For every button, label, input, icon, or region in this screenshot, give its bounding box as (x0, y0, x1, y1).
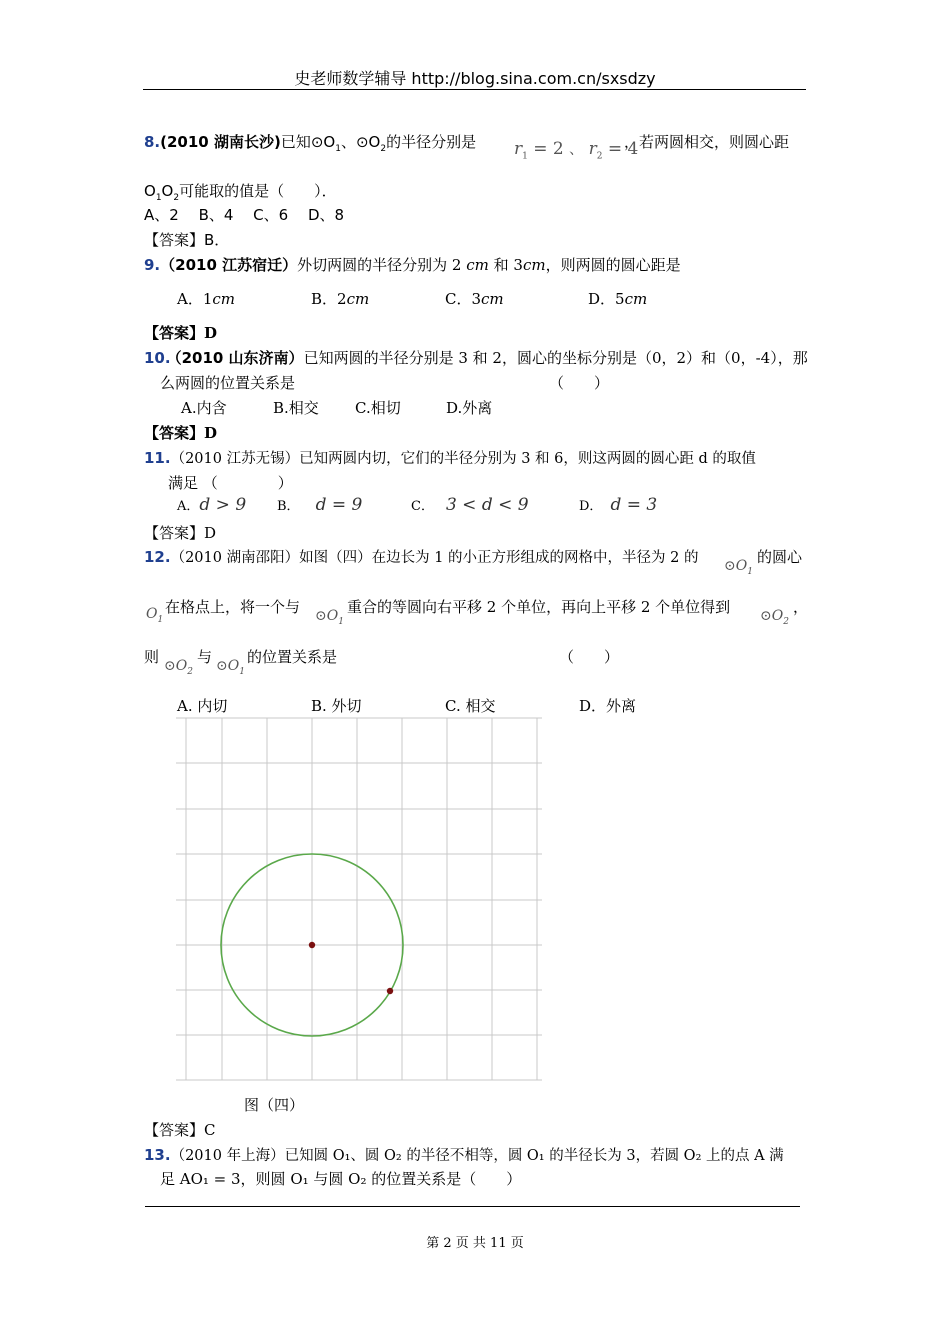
q9-option-a (177, 288, 235, 309)
question-8-line1-end: ，若两圆相交，则圆心距 (624, 133, 790, 151)
q11-option-d (579, 495, 657, 515)
option-label: B．2 (311, 290, 347, 308)
q8-r2-value: = 4 (607, 139, 639, 159)
q10-option-d: D.外离 (446, 399, 493, 417)
q11-option-a (177, 495, 246, 515)
figure-grid-circle (170, 710, 550, 1090)
q10-option-c: C.相切 (355, 399, 401, 417)
center-point-o1 (309, 942, 315, 948)
q8-r2-sub: 2 (596, 151, 603, 162)
o2-sub: 2 (783, 616, 789, 627)
question-number: 8. (144, 133, 161, 151)
q8-radius-formula (514, 139, 638, 161)
o1-sub: 1 (157, 614, 164, 625)
option-label: B． (277, 499, 300, 514)
question-8-line2 (144, 180, 337, 203)
question-12-line3-a: 则 (144, 648, 160, 666)
q10-option-b: B.相交 (273, 399, 319, 417)
question-12-line1-end: 的圆心 (757, 548, 803, 566)
q8-o: O (161, 182, 174, 200)
question-12-line3-c: 的位置关系是 (247, 648, 338, 666)
question-11-line1 (144, 447, 756, 468)
q9-stem: ，则两圆的圆心距是 (545, 256, 681, 274)
circle-point (387, 988, 393, 994)
header-rule (143, 89, 806, 90)
question-12-line3-b: 与 (197, 648, 213, 666)
o2-sub: 2 (187, 666, 193, 677)
page-header: 史老师数学辅导 http://blog.sina.com.cn/sxsdzy (294, 69, 656, 88)
q11-option-c (411, 495, 529, 515)
option-unit: cm (481, 290, 504, 308)
question-12-line2-end: ， (793, 598, 809, 616)
q10-option-a: A.内含 (181, 399, 227, 417)
question-10-line2: 么两圆的位置关系是 (160, 374, 296, 392)
option-label: D． (579, 499, 603, 514)
o1-label: O (146, 606, 158, 622)
question-number: 11. (144, 449, 171, 467)
q9-stem: 外切两圆的半径分别为 2 (297, 256, 467, 274)
q8-separator: 、 (569, 142, 584, 158)
q12-option-d: D．外离 (579, 697, 637, 715)
option-label: A． (177, 499, 200, 514)
grid-lines (176, 718, 542, 1080)
option-unit: cm (212, 290, 236, 308)
q12-o2-symbol-2 (164, 658, 193, 677)
option-label: C． (411, 499, 434, 514)
o1-symbol: ⊙O (216, 658, 240, 674)
q8-o-sub: 2 (173, 193, 180, 203)
q11-stem: （2010 江苏无锡）已知两圆内切，它们的半径分别为 3 和 6，则这两圆的圆心距 d 的取值 (170, 451, 756, 467)
question-8-options: A、2 B、4 C、6 D、8 (144, 206, 345, 224)
option-expression: d = 9 (315, 495, 363, 515)
question-12-answer: 【答案】C (144, 1121, 216, 1139)
q8-sub: 1 (335, 144, 341, 154)
question-13-line1 (144, 1144, 784, 1165)
footer-rule (145, 1206, 800, 1207)
question-12-line2-b: 重合的等圆向右平移 2 个单位，再向上平移 2 个单位得到 (347, 598, 731, 616)
question-10-paren: （ ） (549, 374, 610, 392)
q9-option-b (311, 288, 369, 309)
option-expression: 3 < d < 9 (445, 495, 529, 515)
option-label: C．3 (445, 290, 482, 308)
q12-o1-symbol (724, 558, 753, 577)
question-number: 12. (144, 548, 171, 566)
question-12-line2-a: 在格点上，将一个与 (165, 598, 301, 616)
q12-o1-center (146, 606, 163, 625)
o1-sub: 1 (239, 666, 245, 677)
q9-unit: cm (522, 256, 546, 274)
q9-option-d (588, 288, 647, 309)
q11-option-b (277, 495, 362, 515)
question-9-answer: 【答案】D (144, 324, 218, 342)
question-12-line1 (144, 546, 698, 567)
q12-o1-symbol-2 (315, 608, 344, 627)
q9-stem: 和 3 (488, 256, 523, 274)
q9-unit: cm (466, 256, 489, 274)
o1-sub: 1 (747, 566, 753, 577)
q8-stem: 、⊙O (340, 133, 381, 151)
question-10-line1 (144, 347, 808, 368)
option-label: D．5 (588, 290, 625, 308)
question-number: 9. (144, 256, 161, 274)
q12-option-c: C. 相交 (445, 697, 496, 715)
q8-r1: r (514, 139, 523, 159)
o1-sub: 1 (338, 616, 344, 627)
question-9-stem (144, 254, 681, 275)
q10-stem: 已知两圆的半径分别是 3 和 2，圆心的坐标分别是（0，2）和（0，-4），那 (303, 349, 808, 367)
question-number: 13. (144, 1146, 171, 1164)
q12-o2-symbol (760, 608, 789, 627)
question-source: （2010 山东济南） (166, 349, 304, 367)
question-source: （2010 江苏宿迁） (160, 256, 298, 274)
q8-stem: 可能取的值是（ ）． (179, 182, 337, 200)
option-expression: d = 3 (610, 495, 658, 515)
option-label: A．1 (177, 290, 213, 308)
o2-symbol: ⊙O (164, 658, 188, 674)
q8-r1-value: = 2 (533, 139, 564, 159)
q12-stem: （2010 湖南邵阳）如图（四）在边长为 1 的小正方形组成的网格中，半径为 2 的 (170, 550, 699, 566)
q12-o1-symbol-3 (216, 658, 245, 677)
q8-o-sub: 1 (155, 193, 162, 203)
question-number: 10. (144, 349, 171, 367)
question-8-answer: 【答案】B． (144, 231, 230, 249)
question-10-answer: 【答案】D (144, 424, 218, 442)
q8-o: O (144, 182, 156, 200)
q8-r2: r (588, 139, 597, 159)
question-11-line2: 满足 （ ） (168, 474, 293, 492)
figure-caption: 图（四） (244, 1096, 305, 1114)
q8-stem: 的半径分别是 (386, 133, 477, 151)
question-8-line1 (144, 131, 476, 154)
page-footer: 第 2 页 共 11 页 (426, 1236, 524, 1251)
question-source: (2010 湖南长沙) (160, 133, 281, 151)
q12-option-a: A. 内切 (177, 697, 228, 715)
o1-symbol: ⊙O (315, 608, 339, 624)
q13-stem: （2010 年上海）已知圆 O₁、圆 O₂ 的半径不相等，圆 O₁ 的半径长为 3，若圆 O₂ 上的点 A 满 (170, 1148, 784, 1164)
q8-stem: 已知⊙O (280, 133, 336, 151)
q8-r1-sub: 1 (522, 151, 528, 162)
option-expression: d > 9 (199, 495, 247, 515)
question-12-paren: （ ） (559, 648, 620, 666)
option-unit: cm (624, 290, 648, 308)
o2-symbol: ⊙O (760, 608, 784, 624)
question-13-line2: 足 AO₁ = 3，则圆 O₁ 与圆 O₂ 的位置关系是（ ） (160, 1170, 522, 1188)
q12-option-b: B. 外切 (311, 697, 362, 715)
option-unit: cm (346, 290, 370, 308)
question-11-answer: 【答案】D (144, 524, 217, 542)
o1-symbol: ⊙O (724, 558, 748, 574)
q9-option-c (445, 288, 504, 309)
q8-sub: 2 (380, 144, 387, 154)
